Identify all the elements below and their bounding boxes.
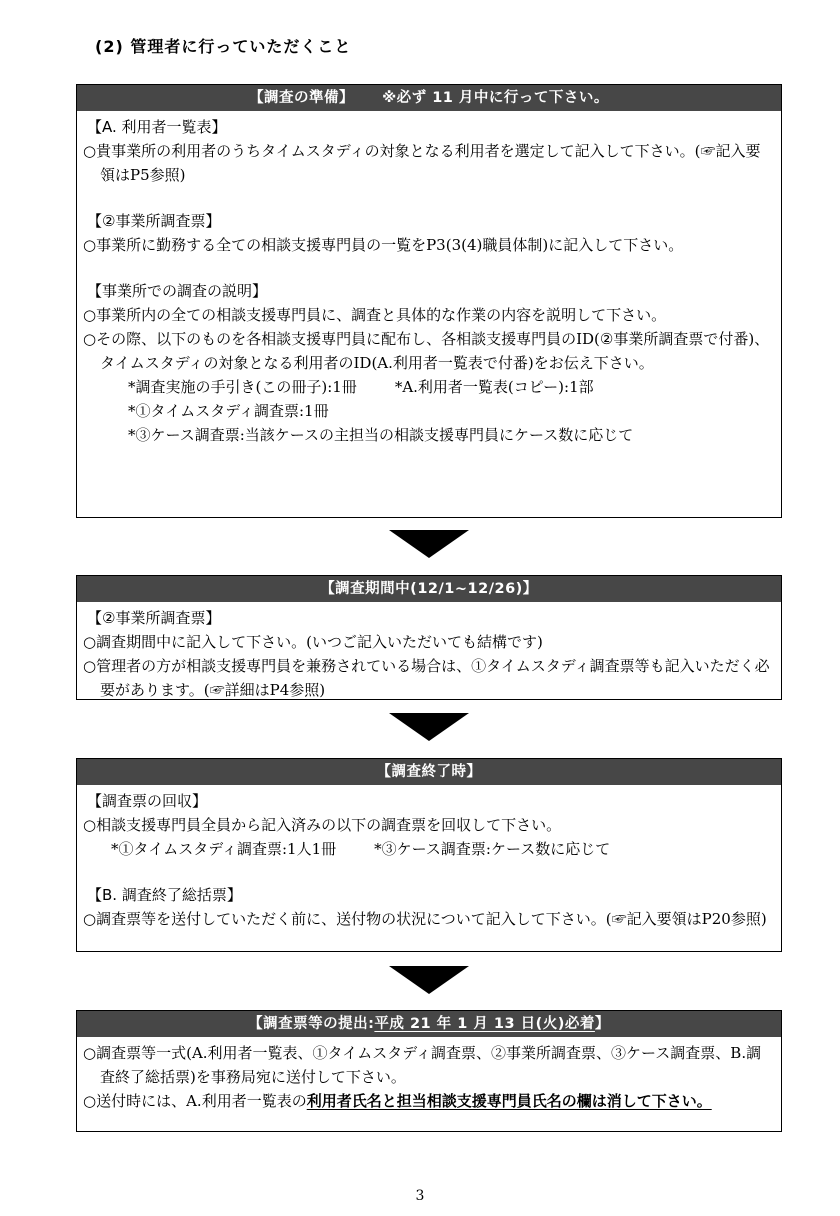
erase-names-warning: 利用者氏名と担当相談支援専門員氏名の欄は消して下さい。	[306, 1092, 712, 1110]
survey-end-box	[76, 758, 782, 952]
period-instruction-2: ○管理者の方が相談支援専門員を兼務されている場合は、①タイムスタディ調査票等も記入いただく必要があります。(☞詳細はP4参照)	[83, 657, 770, 699]
submission-deadline: 平成 21 年 1 月 13 日(火)必着	[374, 1016, 595, 1032]
explanation-title: 【事業所での調査の説明】	[87, 282, 268, 300]
submission-header	[77, 1011, 781, 1037]
distribution-item-user-list: *A.利用者一覧表(コピー):1部	[394, 378, 594, 396]
user-list-instruction: ○貴事業所の利用者のうちタイムスタディの対象となる利用者を選定して記入して下さい。(☞記入要領はP5参照)	[83, 142, 761, 184]
summary-sheet-title: 【B. 調査終了総括票】	[87, 886, 242, 904]
user-list-title: 【A. 利用者一覧表】	[87, 118, 227, 136]
office-survey-title: 【②事業所調査票】	[87, 212, 221, 230]
survey-period-header: 【調査期間中(12/1~12/26)】	[77, 576, 781, 602]
explanation-instruction-1: ○事業所内の全ての相談支援専門員に、調査と具体的な作業の内容を説明して下さい。	[83, 306, 667, 324]
survey-end-header: 【調査終了時】	[77, 759, 781, 785]
submission-header-close: 】	[594, 1016, 610, 1032]
down-arrow-icon	[389, 530, 469, 558]
distribution-item-case: *③ケース調査票:当該ケースの主担当の相談支援専門員にケース数に応じて	[128, 426, 634, 444]
preparation-box	[76, 84, 782, 518]
preparation-header-note: ※必ず 11 月中に行って下さい。	[382, 90, 609, 106]
page-number: 3	[415, 1188, 425, 1204]
office-survey-instruction: ○事業所に勤務する全ての相談支援専門員の一覧をP3(3(4)職員体制)に記入して下さい。	[83, 236, 684, 254]
down-arrow-icon	[389, 713, 469, 741]
preparation-header	[77, 85, 781, 111]
survey-period-box	[76, 575, 782, 700]
submission-box	[76, 1010, 782, 1132]
submission-instruction-2-text: ○送付時には、A.利用者一覧表の	[83, 1092, 307, 1110]
submission-instruction-1: ○調査票等一式(A.利用者一覧表、①タイムスタディ調査票、②事業所調査票、③ケース調査票、B.調査終了総括票)を事務局宛に送付して下さい。	[83, 1044, 762, 1086]
collection-title: 【調査票の回収】	[87, 792, 208, 810]
period-instruction-1: ○調査期間中に記入して下さい。(いつご記入いただいても結構です)	[83, 633, 543, 651]
collection-item-timestudy: *①タイムスタディ調査票:1人1冊	[111, 840, 337, 858]
distribution-item-guide: *調査実施の手引き(この冊子):1冊	[128, 378, 357, 396]
explanation-instruction-2: ○その際、以下のものを各相談支援専門員に配布し、各相談支援専門員のID(②事業所調査票で付番)、タイムスタディの対象となる利用者のID(A.利用者一覧表で付番)をお伝え下さい。	[83, 330, 770, 372]
submission-instruction-2	[83, 1089, 775, 1113]
collection-item-case: *③ケース調査票:ケース数に応じて	[374, 840, 611, 858]
preparation-header-title: 【調査の準備】	[249, 90, 355, 106]
collection-items-row	[83, 837, 775, 861]
period-office-survey-title: 【②事業所調査票】	[87, 609, 221, 627]
distribution-item-timestudy: *①タイムスタディ調査票:1冊	[128, 402, 329, 420]
page-heading: (2) 管理者に行っていただくこと	[95, 37, 352, 56]
summary-sheet-instruction: ○調査票等を送付していただく前に、送付物の状況について記入して下さい。(☞記入要領はP20参照)	[83, 910, 767, 928]
submission-header-label: 【調査票等の提出:	[248, 1016, 375, 1032]
distribution-item-row-1	[83, 375, 775, 399]
collection-instruction: ○相談支援専門員全員から記入済みの以下の調査票を回収して下さい。	[83, 816, 562, 834]
down-arrow-icon	[389, 966, 469, 994]
